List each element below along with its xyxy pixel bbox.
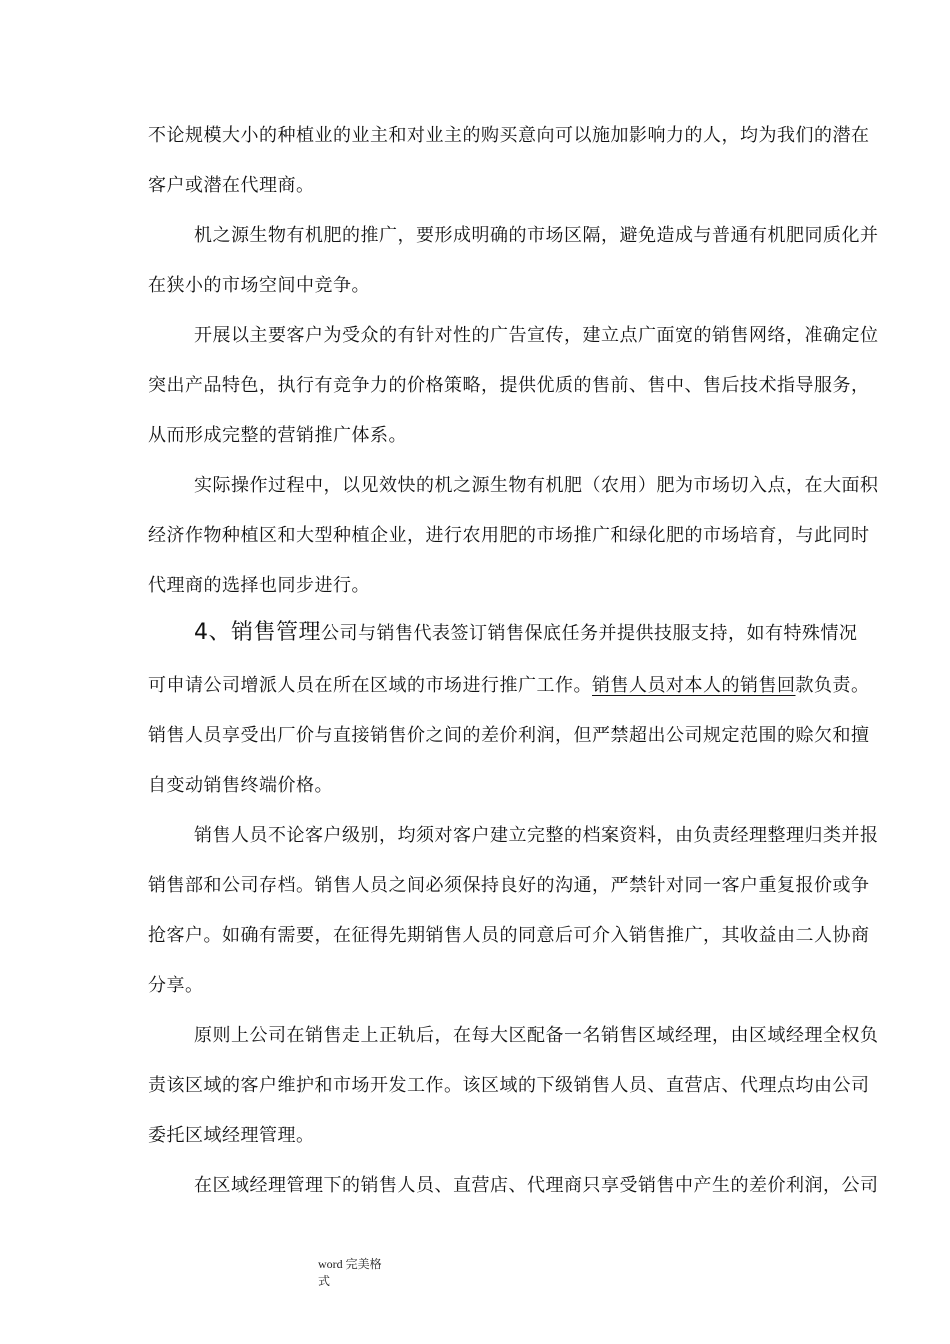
paragraph-line: 客户或潜在代理商。 [148, 175, 315, 196]
paragraph-line: 在区域经理管理下的销售人员、直营店、代理商只享受销售中产生的差价利润，公司 [194, 1175, 879, 1196]
paragraph-line: 代理商的选择也同步进行。 [148, 575, 370, 596]
underlined-text: 销售人员对本人的销售回 [592, 675, 796, 696]
paragraph-line: 责该区域的客户维护和市场开发工作。该区域的下级销售人员、直营店、代理点均由公司 [148, 1075, 870, 1096]
paragraph-line: 原则上公司在销售走上正轨后，在每大区配备一名销售区域经理，由区域经理全权负 [194, 1025, 879, 1046]
section-number: 4、 [194, 620, 231, 645]
paragraph-line: 经济作物种植区和大型种植企业，进行农用肥的市场推广和绿化肥的市场培育，与此同时 [148, 525, 870, 546]
paragraph-line: 销售人员享受出厂价与直接销售价之间的差价利润，但严禁超出公司规定范围的赊欠和擅 [148, 725, 870, 746]
footer-line: 式 [318, 1274, 331, 1288]
paragraph-line: 销售部和公司存档。销售人员之间必须保持良好的沟通，严禁针对同一客户重复报价或争 [148, 875, 870, 896]
section-text: 公司与销售代表签订销售保底任务并提供技服支持，如有特殊情况 [321, 623, 858, 644]
section-heading-line [194, 621, 858, 646]
paragraph-line: 从而形成完整的营销推广体系。 [148, 425, 407, 446]
paragraph-line [148, 674, 870, 698]
section-title: 销售管理 [231, 620, 322, 645]
paragraph-line: 销售人员不论客户级别，均须对客户建立完整的档案资料，由负责经理整理归类并报 [194, 825, 879, 846]
text-span: 可申请公司增派人员在所在区域的市场进行推广工作。 [148, 675, 592, 696]
paragraph-line: 机之源生物有机肥的推广，要形成明确的市场区隔，避免造成与普通有机肥同质化并 [194, 225, 879, 246]
footer-line: word 完美格 [318, 1257, 382, 1271]
paragraph-line: 突出产品特色，执行有竞争力的价格策略，提供优质的售前、售中、售后技术指导服务， [148, 375, 870, 396]
paragraph-line: 开展以主要客户为受众的有针对性的广告宣传，建立点广面宽的销售网络，准确定位 [194, 325, 879, 346]
paragraph-line: 自变动销售终端价格。 [148, 775, 333, 796]
paragraph-line: 抢客户。如确有需要，在征得先期销售人员的同意后可介入销售推广，其收益由二人协商 [148, 925, 870, 946]
paragraph-line: 在狭小的市场空间中竞争。 [148, 275, 370, 296]
paragraph-line: 实际操作过程中，以见效快的机之源生物有机肥（农用）肥为市场切入点，在大面积 [194, 475, 879, 496]
page-footer [318, 1256, 382, 1290]
text-span: 款负责。 [795, 675, 870, 696]
paragraph-line: 不论规模大小的种植业的业主和对业主的购买意向可以施加影响力的人，均为我们的潜在 [148, 125, 870, 146]
paragraph-line: 分享。 [148, 975, 204, 996]
paragraph-line: 委托区域经理管理。 [148, 1125, 315, 1146]
